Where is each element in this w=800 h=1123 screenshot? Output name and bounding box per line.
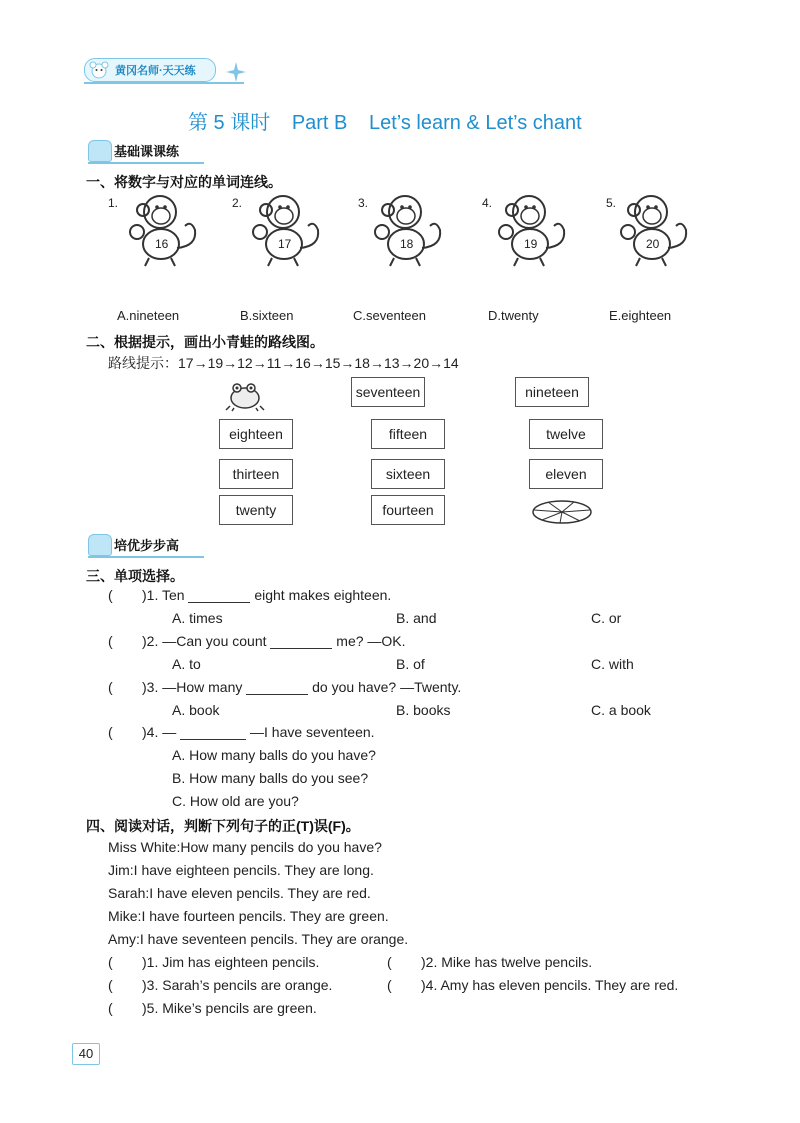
number-box: sixteen	[371, 459, 445, 489]
monkey-icon	[115, 190, 205, 270]
part-label: Part B	[291, 112, 348, 134]
number-box: twelve	[529, 419, 603, 449]
stem-part: do you have? —Twenty.	[312, 679, 462, 695]
monkey-icon	[606, 190, 696, 270]
stem-part: )4. —	[142, 724, 177, 740]
bear-icon	[89, 61, 109, 79]
item-number: 5.	[606, 196, 617, 210]
question-stem	[142, 587, 391, 603]
section-label: 基础课课练	[114, 144, 180, 159]
stem-part: )1. Ten	[142, 587, 185, 603]
stem-part: —I have seventeen.	[250, 724, 375, 740]
dialogue-line: Jim:I have eighteen pencils. They are long.	[108, 862, 374, 878]
number-box: thirteen	[219, 459, 293, 489]
option: A. times	[172, 610, 223, 626]
option: B. How many balls do you see?	[172, 770, 369, 786]
question-stem	[142, 679, 461, 695]
item-number: 3.	[358, 196, 369, 210]
option: A. book	[172, 702, 220, 718]
question-4-heading: 四、阅读对话，判断下列句子的正(T)误(F)。	[86, 818, 360, 834]
header-rule	[84, 82, 244, 84]
answer-paren: (	[108, 977, 113, 993]
word-option: A.nineteen	[117, 308, 180, 323]
sparkle-icon	[226, 62, 246, 82]
monkey-number: 20	[646, 237, 660, 251]
bear-icon	[88, 140, 112, 162]
option: B. books	[396, 702, 451, 718]
option: B. and	[396, 610, 437, 626]
answer-paren: (	[108, 633, 113, 649]
series-name: 黄冈名师·天天练	[115, 65, 196, 77]
option: A. to	[172, 656, 201, 672]
number-box: fifteen	[371, 419, 445, 449]
question-2-heading: 二、根据提示，画出小青蛙的路线图。	[86, 334, 324, 350]
page-title	[188, 106, 598, 135]
answer-blank[interactable]	[270, 648, 332, 649]
page-number: 40	[72, 1043, 100, 1065]
answer-paren: (	[387, 977, 392, 993]
topic-label: Let’s learn & Let’s chant	[368, 112, 582, 134]
monkey-icon	[360, 190, 450, 270]
dialogue-line: Miss White:How many pencils do you have?	[108, 839, 382, 855]
stem-part: )2. —Can you count	[142, 633, 267, 649]
number-box: nineteen	[515, 377, 589, 407]
question-3-heading: 三、单项选择。	[86, 568, 184, 584]
monkey-icon	[484, 190, 574, 270]
item-number: 4.	[482, 196, 493, 210]
frog-icon	[224, 380, 266, 412]
answer-paren: (	[108, 724, 113, 740]
option: C. a book	[591, 702, 651, 718]
tf-statement: )2. Mike has twelve pencils.	[421, 954, 593, 970]
number-box: eighteen	[219, 419, 293, 449]
monkey-number: 18	[400, 237, 414, 251]
bear-icon	[88, 534, 112, 556]
monkey-icon	[238, 190, 328, 270]
tf-statement: )5. Mike’s pencils are green.	[142, 1000, 317, 1016]
dialogue-line: Amy:I have seventeen pencils. They are orange.	[108, 931, 409, 947]
word-option: D.twenty	[488, 308, 539, 323]
number-box: twenty	[219, 495, 293, 525]
lily-pad-icon	[530, 498, 594, 526]
section-badge-basic	[88, 140, 204, 164]
answer-blank[interactable]	[180, 739, 246, 740]
section-badge-advanced	[88, 534, 204, 558]
word-option: C.seventeen	[353, 308, 426, 323]
answer-paren: (	[108, 587, 113, 603]
number-box: eleven	[529, 459, 603, 489]
series-badge	[84, 58, 216, 82]
section-label: 培优步步高	[114, 538, 180, 553]
option: C. or	[591, 610, 622, 626]
answer-paren: (	[108, 954, 113, 970]
tf-statement: )1. Jim has eighteen pencils.	[142, 954, 320, 970]
word-option: B.sixteen	[240, 308, 294, 323]
dialogue-line: Sarah:I have eleven pencils. They are red.	[108, 885, 371, 901]
answer-paren: (	[108, 1000, 113, 1016]
word-option: E.eighteen	[609, 308, 672, 323]
option: B. of	[396, 656, 425, 672]
item-number: 1.	[108, 196, 119, 210]
tf-statement: )4. Amy has eleven pencils. They are red.	[421, 977, 679, 993]
stem-part: me? —OK.	[336, 633, 406, 649]
lesson-label: 第 5 课时	[188, 112, 271, 134]
number-box: seventeen	[351, 377, 425, 407]
option: C. with	[591, 656, 634, 672]
number-box: fourteen	[371, 495, 445, 525]
item-number: 2.	[232, 196, 243, 210]
answer-blank[interactable]	[246, 694, 308, 695]
monkey-number: 17	[278, 237, 292, 251]
stem-part: eight makes eighteen.	[254, 587, 392, 603]
option: A. How many balls do you have?	[172, 747, 376, 763]
answer-paren: (	[108, 679, 113, 695]
answer-blank[interactable]	[188, 602, 250, 603]
tf-statement: )3. Sarah’s pencils are orange.	[142, 977, 333, 993]
question-stem	[142, 724, 375, 740]
option: C. How old are you?	[172, 793, 299, 809]
stem-part: )3. —How many	[142, 679, 243, 695]
question-stem	[142, 633, 406, 649]
question-1-heading: 一、将数字与对应的单词连线。	[86, 174, 282, 190]
answer-paren: (	[387, 954, 392, 970]
monkey-number: 19	[524, 237, 538, 251]
dialogue-line: Mike:I have fourteen pencils. They are green.	[108, 908, 389, 924]
route-hint: 路线提示：17→19→12→11→16→15→18→13→20→14	[108, 355, 459, 371]
monkey-number: 16	[155, 237, 169, 251]
